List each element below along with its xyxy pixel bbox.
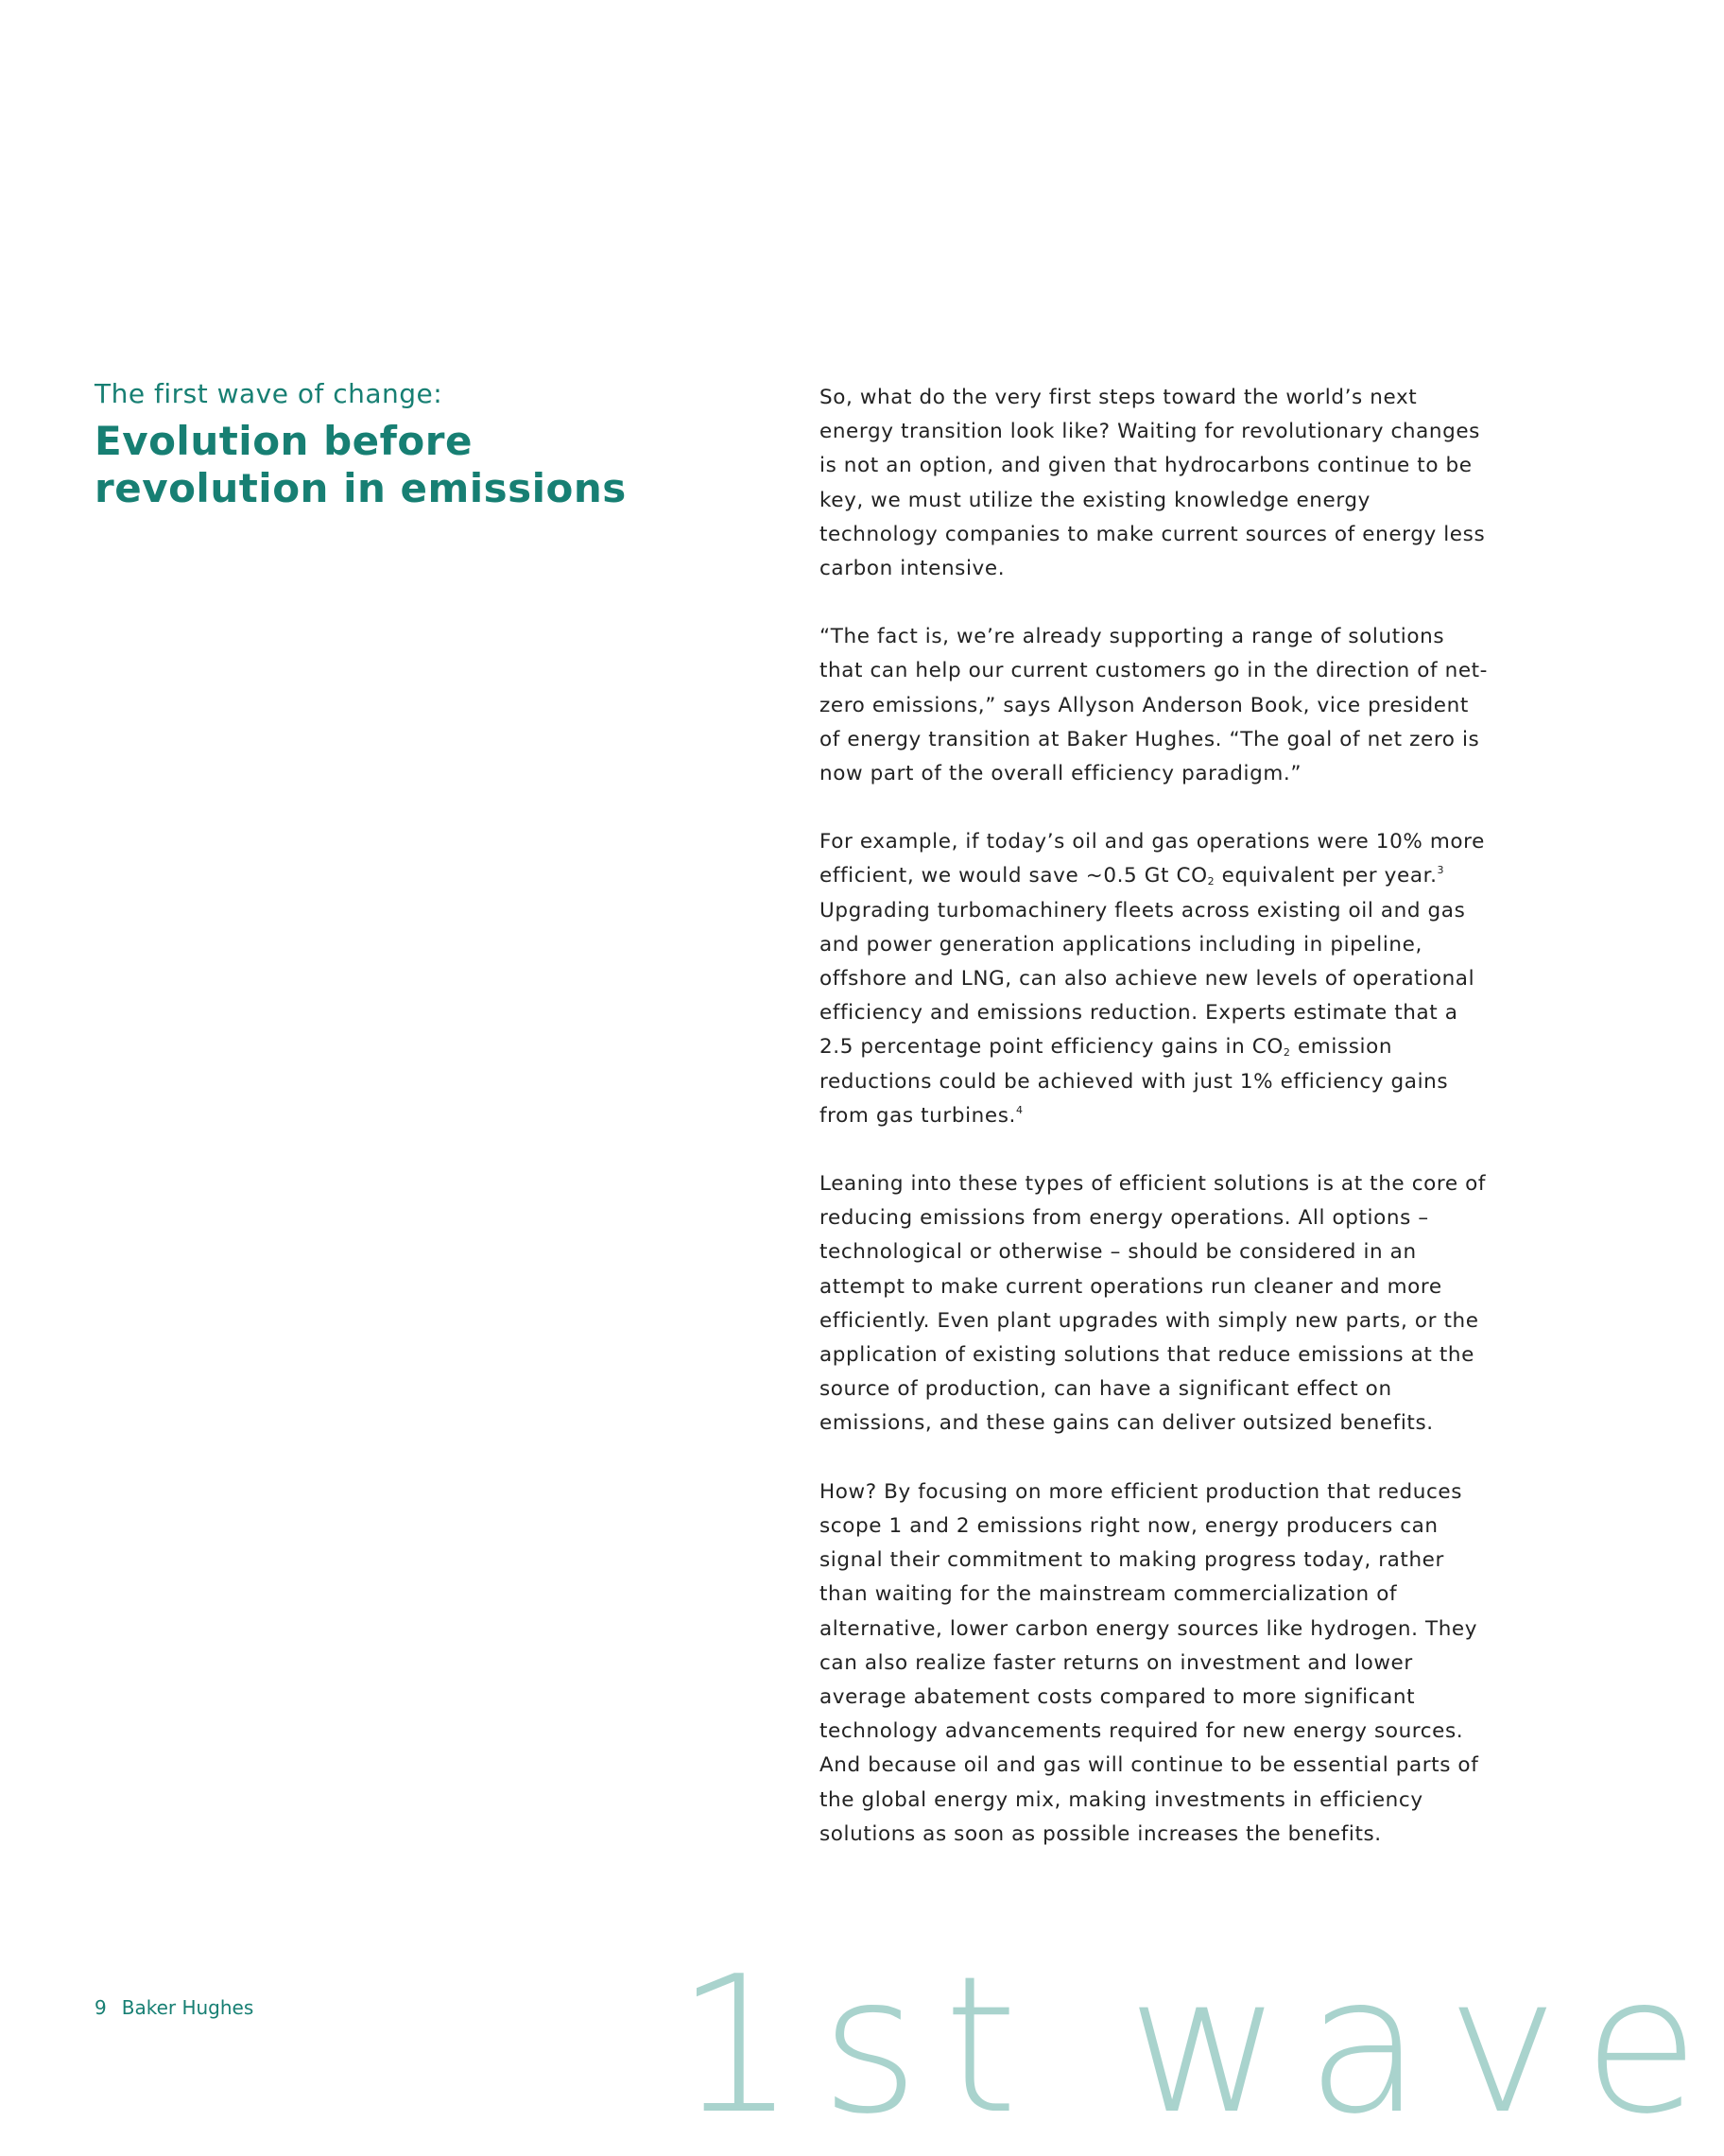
footnote-ref-4: 4 bbox=[1015, 1103, 1024, 1116]
paragraph-1: So, what do the very first steps toward the world’s next energy transition look like? Waiting for revolutionary changes is not an option, and given that hydrocarbons continue to be key, we must utilize the existing knowledge energy technology companies to make current sources of energy less carbon intensive. bbox=[819, 386, 1486, 581]
body-text bbox=[819, 381, 1491, 1886]
page-number: 9 bbox=[95, 1996, 107, 2019]
paragraph-3 bbox=[819, 825, 1491, 1133]
headline-line-2: revolution in emissions bbox=[95, 464, 627, 511]
paragraph-3-part-b: equivalent per year. bbox=[1215, 864, 1438, 888]
section-kicker: The first wave of change: bbox=[95, 378, 443, 409]
paragraph-3-part-c: Upgrading turbomachinery fleets across existing oil and gas and power generation applications including in pipeline, offshore and LNG, can also achieve new levels of operational efficiency and emissions reduction. Experts estimate that a 2.5 percentage point efficiency gains in CO bbox=[819, 898, 1475, 1060]
section-headline bbox=[95, 418, 662, 513]
page-footer bbox=[95, 1996, 253, 2019]
section-heading bbox=[95, 378, 662, 512]
brand-name: Baker Hughes bbox=[121, 1996, 254, 2019]
paragraph-3-part-d: emission reductions could be achieved with just 1% efficiency gains from gas turbines. bbox=[819, 1035, 1449, 1128]
co2-subscript: 2 bbox=[1207, 875, 1215, 888]
paragraph-3-part-a: For example, if today’s oil and gas operations were 10% more efficient, we would save ~0.5 Gt CO bbox=[819, 830, 1485, 888]
paragraph-2: “The fact is, we’re already supporting a range of solutions that can help our current customers go in the direction of net-zero emissions,” says Allyson Anderson Book, vice president of energy transition at Baker Hughes. “The goal of net zero is now part of the overall efficiency paradigm.” bbox=[819, 625, 1489, 786]
paragraph-4: Leaning into these types of efficient solutions is at the core of reducing emissions from energy operations. All options – technological or otherwise – should be considered in an attempt to make current operations run cleaner and more efficiently. Even plant upgrades with simply new parts, or the application of existing solutions that reduce emissions at the source of production, can have a significant effect on emissions, and these gains can deliver outsized benefits. bbox=[819, 1172, 1487, 1436]
footnote-ref-3: 3 bbox=[1437, 864, 1445, 877]
headline-line-1: Evolution before bbox=[95, 417, 473, 464]
decorative-wave-text: 1st wave bbox=[676, 1936, 1724, 2156]
co2-subscript: 2 bbox=[1283, 1046, 1291, 1060]
paragraph-5: How? By focusing on more efficient production that reduces scope 1 and 2 emissions right now, energy producers can signal their commitment to making progress today, rather than waiting for the mainstream commercialization of alternative, lower carbon energy sources like hydrogen. They can also realize faster returns on investment and lower average abatement costs compared to more significant technology advancements required for new energy sources. And because oil and gas will continue to be essential parts of the global energy mix, making investments in efficiency solutions as soon as possible increases the benefits. bbox=[819, 1479, 1479, 1846]
